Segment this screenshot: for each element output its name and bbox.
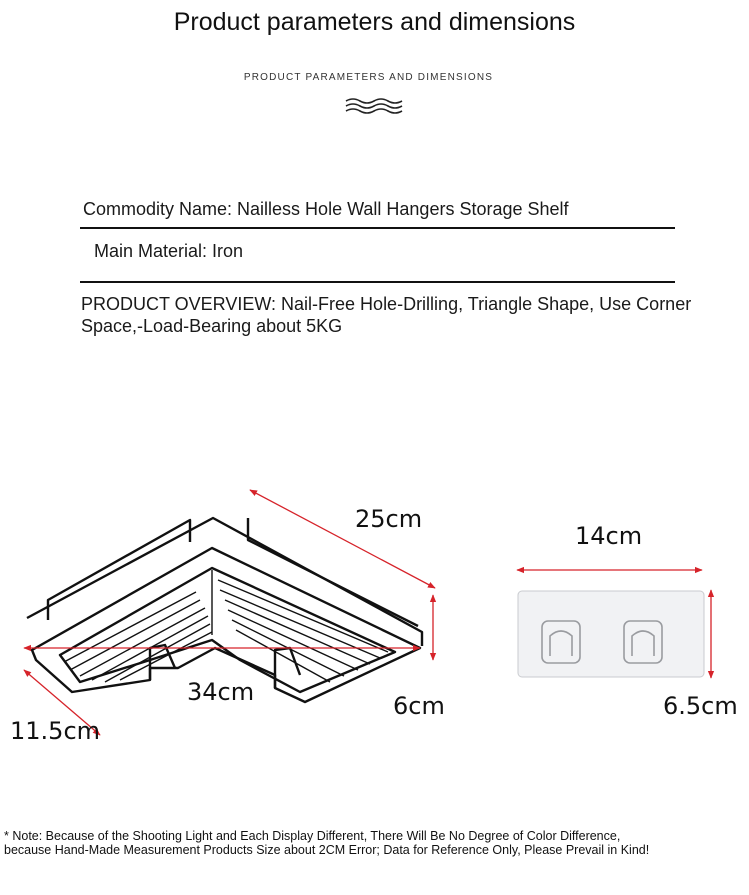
commodity-name: Commodity Name: Nailless Hole Wall Hangers Storage Shelf — [83, 199, 569, 219]
shelf-depth-dimension: 11.5cm — [10, 717, 101, 745]
note-line: because Hand-Made Measurement Products Size about 2CM Error; Data for Reference Only, Please Prevail in Kind! — [4, 843, 650, 857]
note-line: * Note: Because of the Shooting Light and Each Display Different, There Will Be No Degree of Color Difference, — [4, 829, 621, 843]
hanger-width-dimension: 14cm — [575, 522, 643, 550]
shelf-width-dimension: 34cm — [187, 678, 255, 706]
product-overview: PRODUCT OVERVIEW: Nail-Free Hole-Drilling, Triangle Shape, Use Corner Space,-Load-Bearing about 5KG — [81, 294, 692, 336]
page-subtitle: PRODUCT PARAMETERS AND DIMENSIONS — [243, 72, 494, 83]
disclaimer-note — [4, 829, 744, 857]
wave-divider-icon — [344, 96, 404, 118]
hanger-height-dimension: 6.5cm — [663, 692, 738, 720]
shelf-side-dimension: 25cm — [355, 505, 423, 533]
divider — [80, 281, 675, 283]
adhesive-hanger-image — [500, 560, 730, 690]
main-material: Main Material: Iron — [94, 241, 244, 261]
shelf-height-dimension: 6cm — [393, 692, 445, 720]
page-title: Product parameters and dimensions — [173, 8, 576, 36]
divider — [80, 227, 675, 229]
